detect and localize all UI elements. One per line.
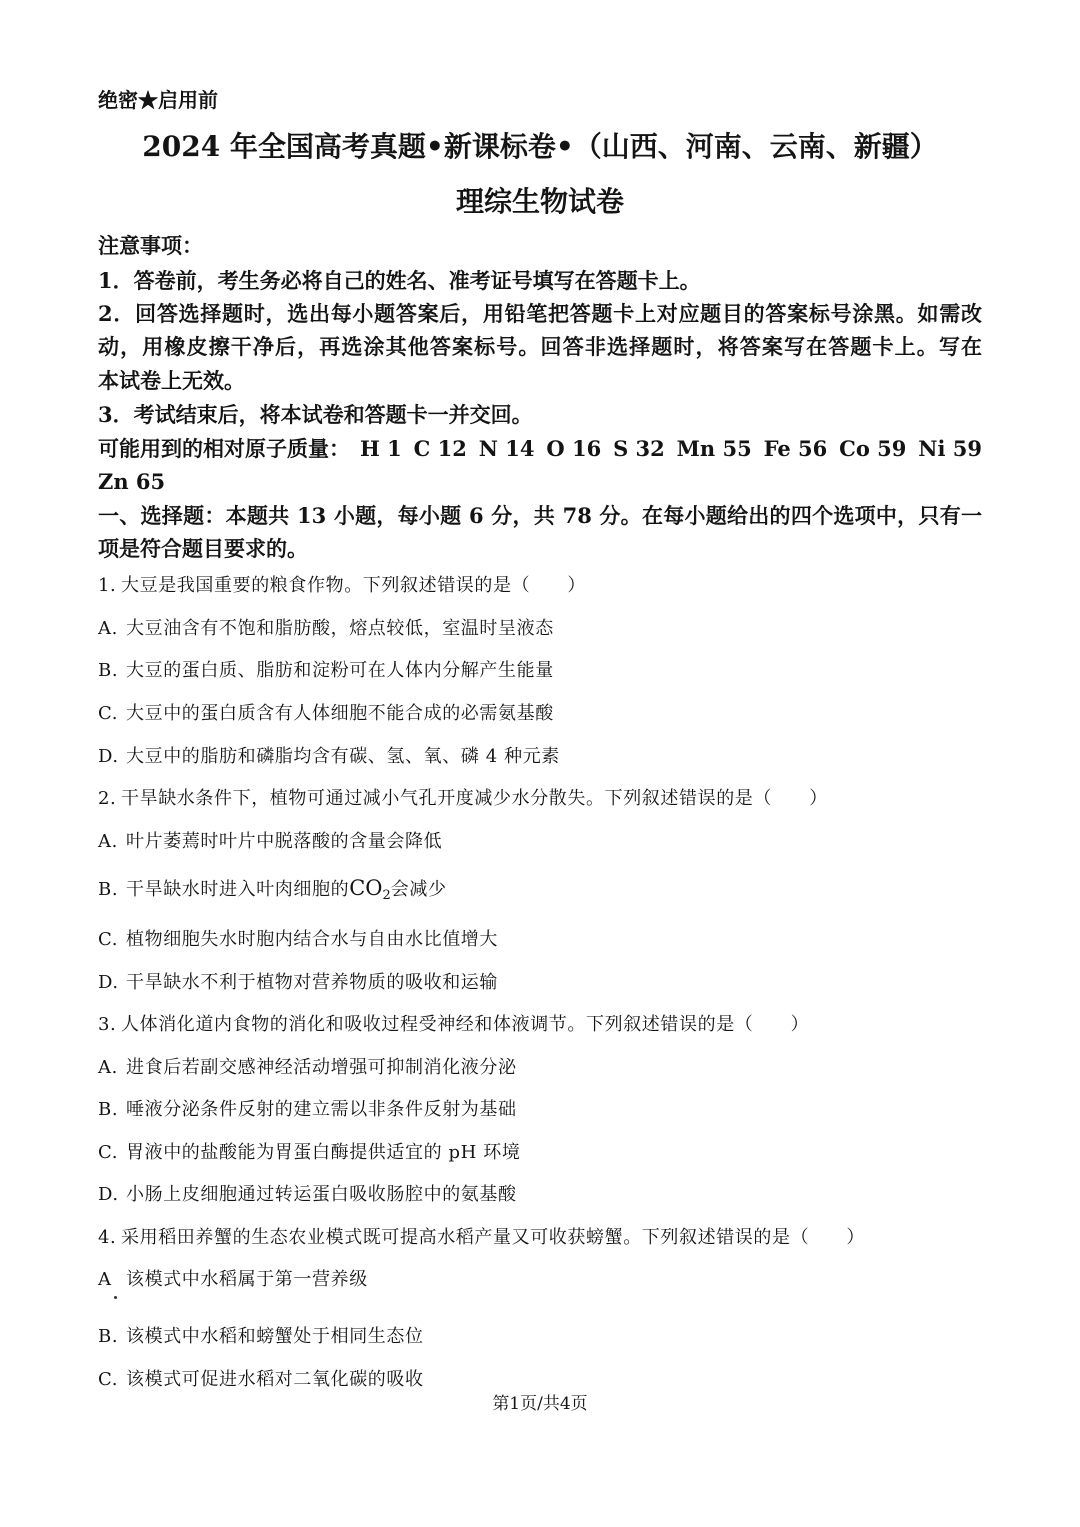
- option-label: B.: [98, 1099, 119, 1120]
- atomic-mass-item: S 32: [613, 436, 665, 461]
- question-number: 3.: [98, 1014, 117, 1035]
- question-2-option-d: [98, 973, 498, 993]
- question-1-option-c: [98, 704, 554, 724]
- question-2-stem: [98, 789, 828, 809]
- atomic-mass-label: 可能用到的相对原子质量：: [98, 436, 350, 461]
- option-text: 叶片萎蔫时叶片中脱落酸的含量会降低: [126, 831, 443, 852]
- option-label: C.: [98, 929, 119, 950]
- option-text: 小肠上皮细胞通过转运蛋白吸收肠腔中的氨基酸: [126, 1184, 517, 1205]
- atomic-mass-item: Mn 55: [676, 436, 752, 461]
- question-1-option-b: [98, 661, 554, 681]
- notes-item-2-line-1: 2．回答选择题时，选出每小题答案后，用铅笔把答题卡上对应题目的答案标号涂黑。如需改: [98, 301, 982, 326]
- option-text: 胃液中的盐酸能为胃蛋白酶提供适宜的 pH 环境: [126, 1142, 521, 1163]
- atomic-mass-line-2: Zn 65: [98, 469, 166, 494]
- notes-item-2-line-2: 动，用橡皮擦干净后，再选涂其他答案标号。回答非选择题时，将答案写在答题卡上。写在: [98, 334, 982, 359]
- question-text: 人体消化道内食物的消化和吸收过程受神经和体液调节。下列叙述错误的是（ ）: [121, 1014, 810, 1035]
- question-1-option-a: [98, 619, 554, 639]
- atomic-mass-item: O 16: [546, 436, 602, 461]
- option-text: 干旱缺水不利于植物对营养物质的吸收和运输: [126, 972, 498, 993]
- atomic-mass-list: [350, 438, 982, 460]
- option-text: 该模式可促进水稻对二氧化碳的吸收: [126, 1369, 424, 1390]
- option-label: D.: [98, 746, 119, 767]
- co2-formula: [349, 876, 391, 903]
- option-label: A: [98, 1269, 112, 1290]
- question-3-option-d: [98, 1185, 517, 1205]
- option-text: 唾液分泌条件反射的建立需以非条件反射为基础: [126, 1099, 517, 1120]
- option-text-after: 会减少: [390, 879, 447, 900]
- question-2-option-b: [98, 878, 447, 906]
- question-2-option-c: [98, 930, 498, 950]
- option-label: A.: [98, 831, 118, 852]
- page-footer: 第1页/共4页: [492, 1394, 588, 1414]
- atomic-mass-item: C 12: [413, 436, 467, 461]
- option-label: B.: [98, 879, 119, 900]
- section-heading-line-1: 一、选择题：本题共 13 小题，每小题 6 分，共 78 分。在每小题给出的四个选项中，只有一: [98, 503, 982, 528]
- atomic-mass-item: Ni 59: [918, 436, 982, 461]
- option-label: A.: [98, 618, 118, 639]
- option-text: 该模式中水稻属于第一营养级: [126, 1269, 368, 1290]
- question-4-option-c: [98, 1370, 424, 1390]
- question-text: 采用稻田养蟹的生态农业模式既可提高水稻产量又可收获螃蟹。下列叙述错误的是（ ）: [121, 1227, 865, 1248]
- option-label: B.: [98, 660, 119, 681]
- question-4-stem: [98, 1228, 865, 1248]
- question-4-option-a: [98, 1270, 368, 1290]
- question-number: 4.: [98, 1227, 117, 1248]
- notes-item-3: 3．考试结束后，将本试卷和答题卡一并交回。: [98, 402, 533, 427]
- question-3-stem: [98, 1015, 809, 1035]
- exam-subtitle: 理综生物试卷: [455, 185, 624, 218]
- question-1-stem: [98, 576, 586, 596]
- option-text: 大豆的蛋白质、脂肪和淀粉可在人体内分解产生能量: [126, 660, 554, 681]
- question-3-option-c: [98, 1143, 520, 1163]
- atomic-mass-row: [98, 438, 982, 460]
- atomic-mass-item: N 14: [478, 436, 535, 461]
- option-label: A.: [98, 1057, 118, 1078]
- option-label: D.: [98, 1184, 119, 1205]
- option-label: C.: [98, 703, 119, 724]
- confidential-label: 绝密★启用前: [98, 88, 218, 112]
- atomic-mass-item: H 1: [360, 436, 402, 461]
- option-text: 大豆中的脂肪和磷脂均含有碳、氢、氧、磷 4 种元素: [126, 746, 560, 767]
- option-label: C.: [98, 1142, 119, 1163]
- option-text: 进食后若副交感神经活动增强可抑制消化液分泌: [126, 1057, 517, 1078]
- option-text: 植物细胞失水时胞内结合水与自由水比值增大: [126, 929, 498, 950]
- question-number: 1.: [98, 575, 117, 596]
- option-label: B.: [98, 1326, 119, 1347]
- option-text: 大豆油含有不饱和脂肪酸，熔点较低，室温时呈液态: [126, 618, 554, 639]
- option-text: 大豆中的蛋白质含有人体细胞不能合成的必需氨基酸: [126, 703, 554, 724]
- option-label: C.: [98, 1369, 119, 1390]
- atomic-mass-item: Fe 56: [763, 436, 828, 461]
- option-label: D.: [98, 972, 119, 993]
- question-1-option-d: [98, 747, 560, 767]
- question-3-option-b: [98, 1100, 517, 1120]
- question-number: 2.: [98, 788, 117, 809]
- option-text: 干旱缺水时进入叶肉细胞的: [126, 879, 350, 900]
- notes-heading: 注意事项：: [98, 233, 203, 258]
- question-text: 大豆是我国重要的粮食作物。下列叙述错误的是（ ）: [121, 575, 586, 596]
- notes-item-2-line-3: 本试卷上无效。: [98, 368, 245, 393]
- stray-dot-mark: [114, 1296, 117, 1299]
- formula-subscript: 2: [382, 888, 391, 903]
- notes-item-1: 1．答卷前，考生务必将自己的姓名、准考证号填写在答题卡上。: [98, 268, 701, 293]
- option-text: 该模式中水稻和螃蟹处于相同生态位: [126, 1326, 424, 1347]
- atomic-mass-item: Co 59: [839, 436, 907, 461]
- question-4-option-b: [98, 1327, 424, 1347]
- question-text: 干旱缺水条件下，植物可通过减小气孔开度减少水分散失。下列叙述错误的是（ ）: [121, 788, 828, 809]
- section-heading-line-2: 项是符合题目要求的。: [98, 536, 308, 561]
- exam-title: 2024 年全国高考真题•新课标卷•（山西、河南、云南、新疆）: [142, 130, 938, 163]
- question-2-option-a: [98, 832, 442, 852]
- formula-base: CO: [349, 876, 383, 900]
- question-3-option-a: [98, 1058, 517, 1078]
